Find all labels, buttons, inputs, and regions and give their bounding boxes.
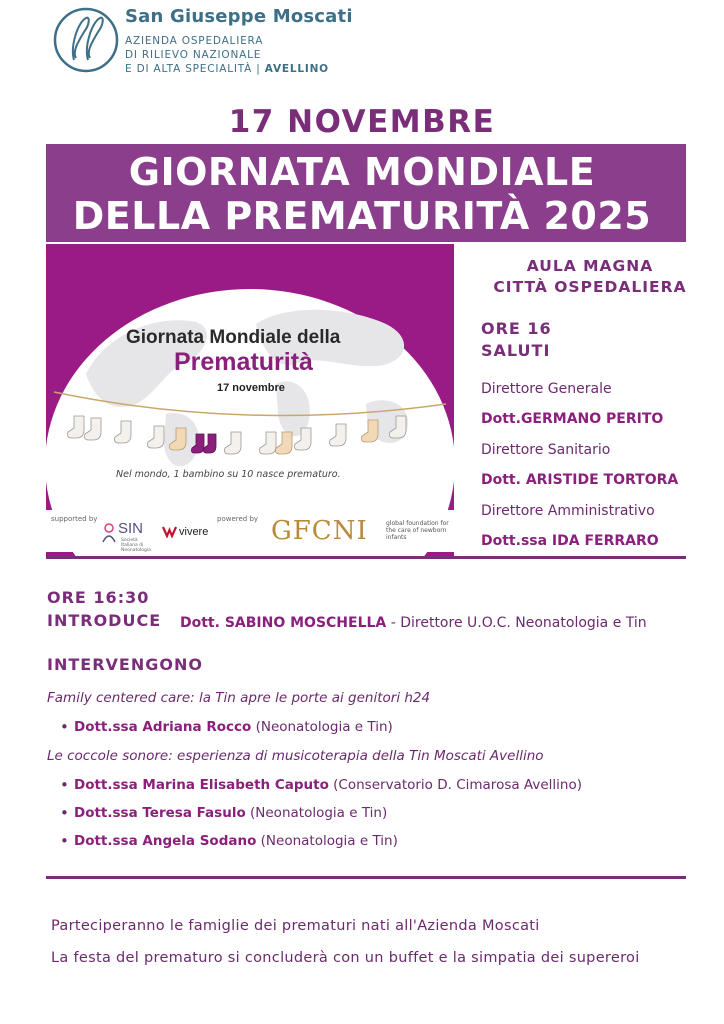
- gfcni-foundation-text: global foundation for the care of newborn infants: [386, 520, 449, 541]
- venue: [466, 256, 714, 298]
- saluti-role-1: Direttore Generale: [481, 381, 612, 397]
- speaker-name: Dott.ssa Teresa Fasulo: [74, 805, 246, 821]
- org-city: AVELLINO: [264, 63, 329, 75]
- speaker-name: Dott.ssa Adriana Rocco: [74, 719, 252, 735]
- org-line-3-text: E DI ALTA SPECIALITÀ |: [125, 63, 265, 75]
- footer-divider: [46, 876, 686, 879]
- banner-line-1: GIORNATA MONDIALE: [128, 150, 596, 194]
- intro-role: - Direttore U.O.C. Neonatologia e Tin: [386, 615, 647, 631]
- footer-line-2: La festa del prematuro si concluderà con un buffet e la simpatia dei supereroi: [51, 950, 640, 966]
- speaker-affiliation: (Neonatologia e Tin): [251, 719, 393, 735]
- event-graphic: [46, 244, 454, 556]
- date-heading: 17 NOVEMBRE: [228, 104, 496, 140]
- intro-name: Dott. SABINO MOSCHELLA: [180, 615, 387, 631]
- saluti-name-1: Dott.GERMANO PERITO: [481, 411, 664, 427]
- speaker-affiliation: (Neonatologia e Tin): [245, 805, 388, 821]
- intro-label: INTRODUCE: [47, 611, 162, 630]
- sin-subtitle: Società Italiana di Neonatologia: [121, 538, 151, 553]
- saluti-name-2: Dott. ARISTIDE TORTORA: [481, 472, 679, 488]
- org-line-1: AZIENDA OSPEDALIERA: [125, 35, 264, 47]
- topic-2: Le coccole sonore: esperienza di musicoterapia della Tin Moscati Avellino: [47, 748, 544, 764]
- saluti-name-3: Dott.ssa IDA FERRARO: [481, 533, 659, 549]
- interventi-label: INTERVENGONO: [47, 655, 203, 674]
- topic-1: Family centered care: la Tin apre le porte ai genitori h24: [47, 690, 431, 706]
- speaker-item: [60, 833, 398, 849]
- speaker-affiliation: (Conservatorio D. Cimarosa Avellino): [328, 777, 582, 793]
- footer-line-1: Parteciperanno le famiglie dei prematuri nati all'Azienda Moscati: [51, 918, 540, 934]
- sponsor-strip: [46, 510, 454, 552]
- vivere-logo-text: vivere: [179, 526, 209, 538]
- sin-logo-icon: [100, 522, 118, 544]
- intro-time: ORE 16:30: [47, 588, 150, 607]
- saluti-label: SALUTI: [481, 341, 551, 360]
- speaker-item: [60, 719, 393, 735]
- saluti-time: ORE 16: [481, 319, 552, 338]
- graphic-date: 17 novembre: [217, 382, 285, 394]
- speaker-affiliation: (Neonatologia e Tin): [256, 833, 398, 849]
- sin-logo-text: SIN: [118, 520, 144, 537]
- vivere-logo-icon: [162, 525, 177, 538]
- org-line-3: [125, 62, 329, 76]
- saluti-role-2: Direttore Sanitario: [481, 442, 611, 458]
- section-divider: [46, 556, 686, 559]
- moscati-logo-icon: [52, 6, 120, 74]
- intro-speaker: [180, 615, 647, 631]
- speaker-name: Dott.ssa Marina Elisabeth Caputo: [74, 777, 329, 793]
- graphic-title: Giornata Mondiale della: [126, 327, 341, 348]
- venue-line-2: CITTÀ OSPEDALIERA: [493, 278, 687, 296]
- banner-line-2: DELLA PREMATURITÀ 2025: [72, 194, 652, 238]
- saluti-heading: [481, 318, 552, 362]
- speaker-item: [60, 777, 582, 793]
- org-name: San Giuseppe Moscati: [125, 6, 353, 27]
- graphic-title-prematurita: Prematurità: [174, 348, 313, 376]
- venue-line-1: AULA MAGNA: [526, 257, 654, 275]
- saluti-role-3: Direttore Amministrativo: [481, 503, 655, 519]
- org-line-2: DI RILIEVO NAZIONALE: [125, 49, 262, 61]
- speaker-item: [60, 805, 387, 821]
- graphic-caption: Nel mondo, 1 bambino su 10 nasce prematuro.: [116, 469, 341, 480]
- powered-by-label: powered by: [217, 515, 259, 523]
- supported-by-label: supported by: [51, 515, 98, 523]
- org-subtitle: [125, 34, 329, 76]
- gfcni-logo-text: GFCNI: [271, 516, 368, 546]
- speaker-name: Dott.ssa Angela Sodano: [74, 833, 257, 849]
